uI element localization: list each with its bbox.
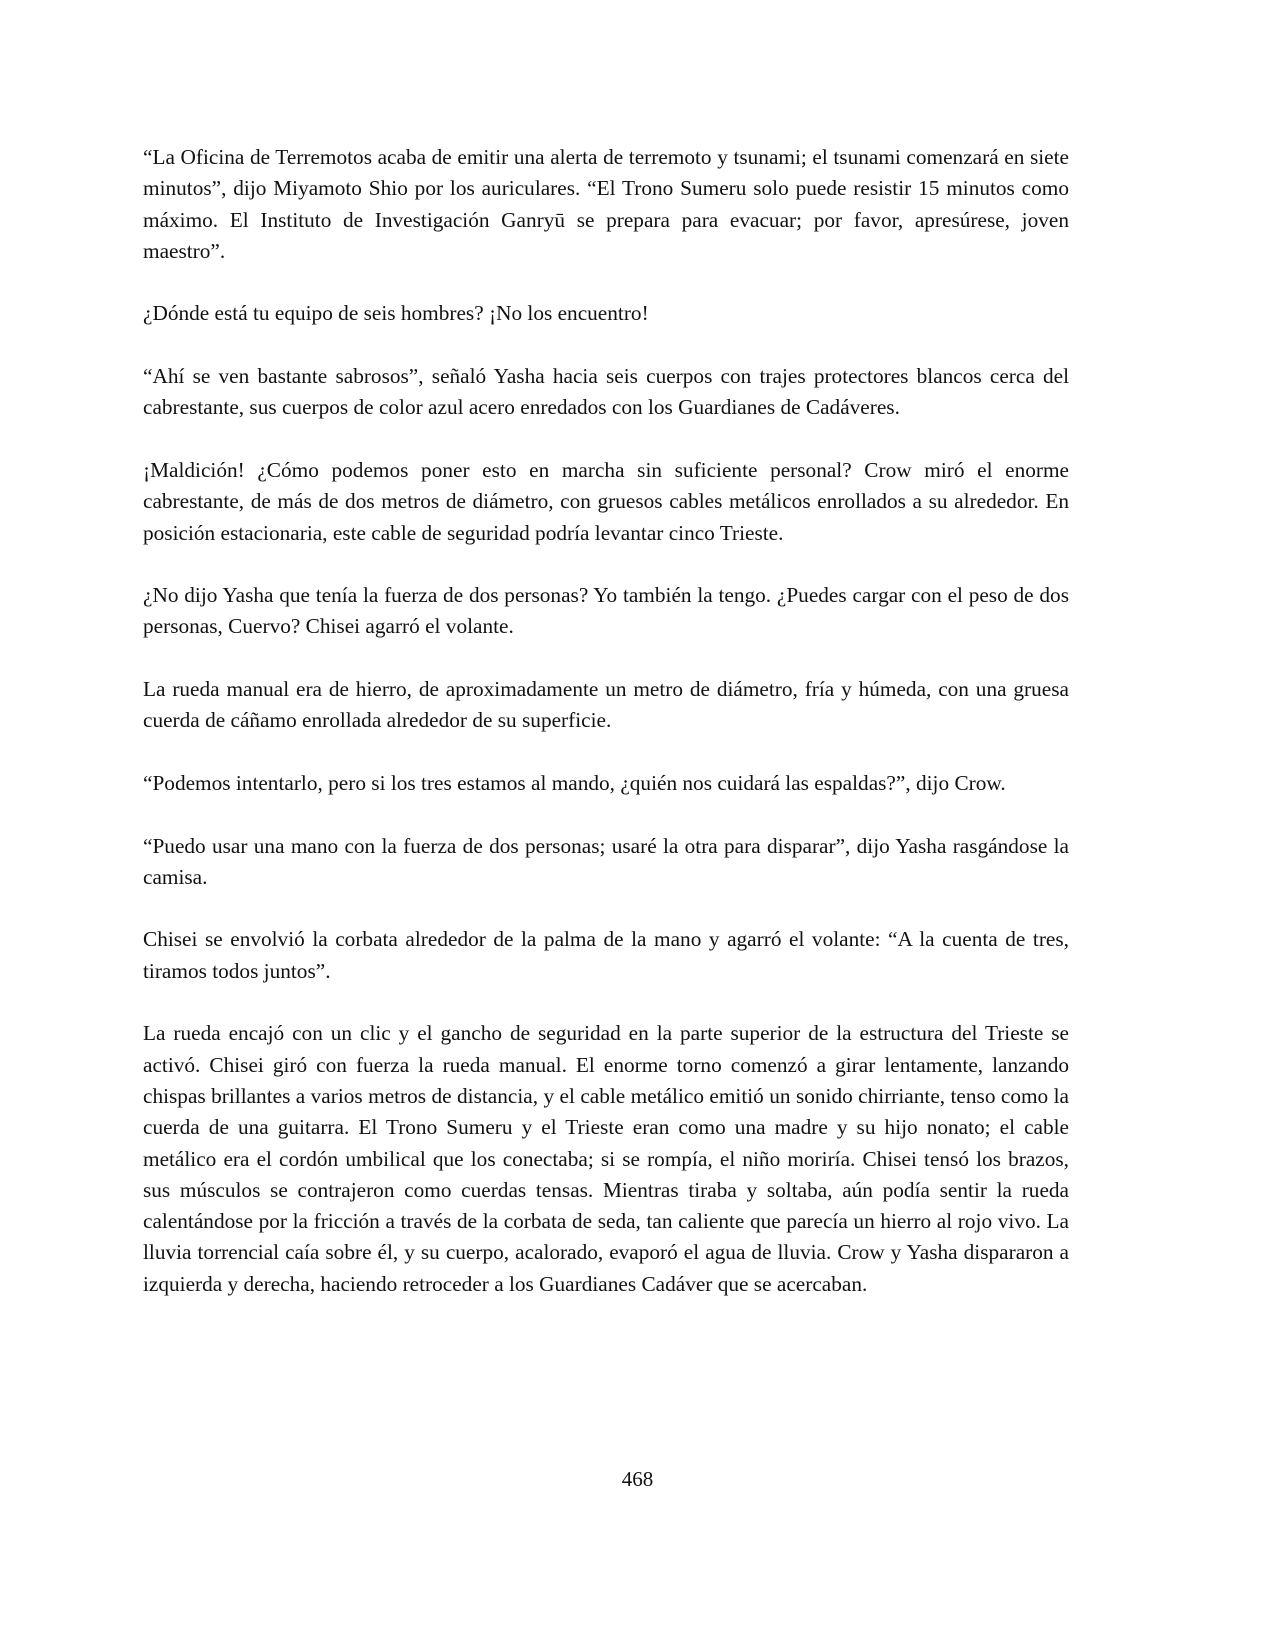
paragraph: ¡Maldición! ¿Cómo podemos poner esto en marcha sin suficiente personal? Crow miró el enorme cabrestante, de más de dos metros de diámetro, con gruesos cables metálicos enrollados a su alrededor. En posición estacionaria, este cable de seguridad podría levantar cinco Trieste.: [143, 457, 1069, 545]
paragraph: ¿No dijo Yasha que tenía la fuerza de dos personas? Yo también la tengo. ¿Puedes cargar con el peso de dos personas, Cuervo? Chisei agarró el volante.: [143, 583, 1069, 639]
paragraph: La rueda encajó con un clic y el gancho de seguridad en la parte superior de la estructura del Trieste se activó. Chisei giró con fuerza la rueda manual. El enorme torno comenzó a girar lentamente, lanzando chispas brillantes a varios metros de distancia, y el cable metálico emitió un sonido chirriante, tenso como la cuerda de una guitarra. El Trono Sumeru y el Trieste eran como una madre y su hijo nonato; el cable metálico era el cordón umbilical que los conectaba; si se rompía, el niño moriría. Chisei tensó los brazos, sus músculos se contrajeron como cuerdas tensas. Mientras tiraba y soltaba, aún podía sentir la rueda calentándose por la fricción a través de la corbata de seda, tan caliente que parecía un hierro al rojo vivo. La lluvia torrencial caía sobre él, y su cuerpo, acalorado, evaporó el agua de lluvia. Crow y Yasha dispararon a izquierda y derecha, haciendo retroceder a los Guardianes Cadáver que se acercaban.: [143, 1021, 1069, 1296]
page-body: [143, 142, 1069, 1331]
paragraph: La rueda manual era de hierro, de aproximadamente un metro de diámetro, fría y húmeda, con una gruesa cuerda de cáñamo enrollada alrededor de su superficie.: [143, 677, 1069, 733]
paragraph: ¿Dónde está tu equipo de seis hombres? ¡No los encuentro!: [143, 301, 649, 326]
paragraph: “La Oficina de Terremotos acaba de emitir una alerta de terremoto y tsunami; el tsunami comenzará en siete minutos”, dijo Miyamoto Shio por los auriculares. “El Trono Sumeru solo puede resistir 15 minutos como máximo. El Instituto de Investigación Ganryū se prepara para evacuar; por favor, apresúrese, joven maestro”.: [143, 145, 1069, 263]
page-number: 468: [621, 1467, 654, 1491]
paragraph: “Puedo usar una mano con la fuerza de dos personas; usaré la otra para disparar”, dijo Yasha rasgándose la camisa.: [143, 833, 1069, 889]
paragraph: Chisei se envolvió la corbata alrededor de la palma de la mano y agarró el volante: “A la cuenta de tres, tiramos todos juntos”.: [143, 927, 1069, 983]
paragraph: “Ahí se ven bastante sabrosos”, señaló Yasha hacia seis cuerpos con trajes protectores blancos cerca del cabrestante, sus cuerpos de color azul acero enredados con los Guardianes de Cadáveres.: [143, 364, 1069, 420]
paragraph: “Podemos intentarlo, pero si los tres estamos al mando, ¿quién nos cuidará las espaldas?”, dijo Crow.: [143, 770, 1006, 795]
